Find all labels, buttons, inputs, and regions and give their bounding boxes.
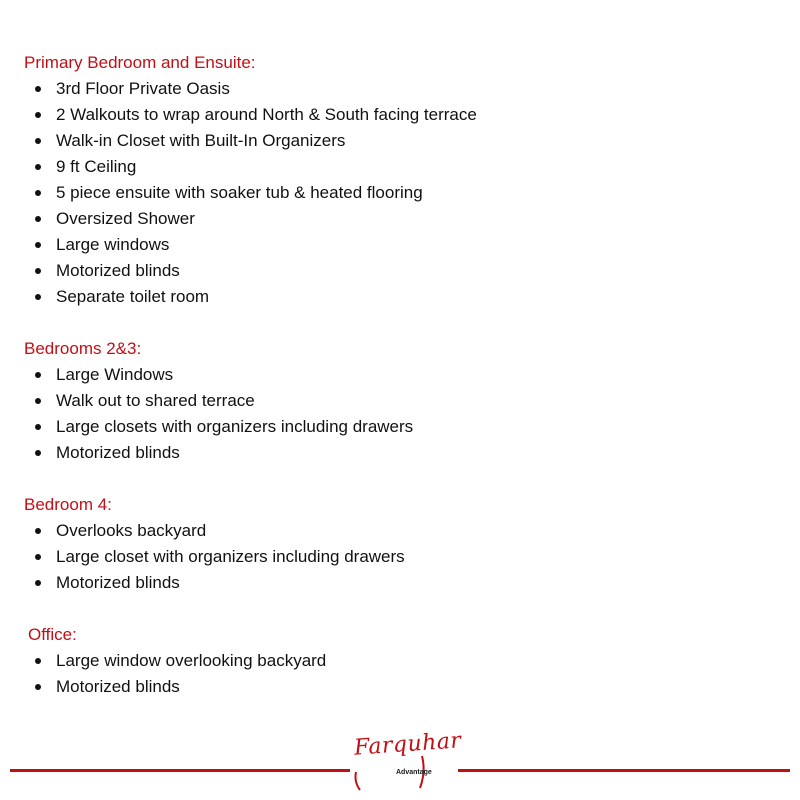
footer-divider-left	[10, 769, 350, 772]
bullet-icon	[35, 684, 41, 690]
section-heading: Bedroom 4:	[24, 495, 112, 514]
bullet-icon	[35, 528, 41, 534]
bullet-icon	[35, 580, 41, 586]
list-item	[24, 206, 784, 232]
brand-logo	[350, 720, 463, 800]
footer-divider-right	[458, 769, 790, 772]
logo-subtitle: Advantage	[396, 769, 432, 776]
bullet-icon	[35, 138, 41, 144]
list-item	[24, 232, 784, 258]
list-item	[24, 648, 784, 674]
list-item-text: Motorized blinds	[56, 573, 180, 592]
bullet-icon	[35, 268, 41, 274]
list-item-text: 3rd Floor Private Oasis	[56, 79, 230, 98]
list-item-text: Large closets with organizers including drawers	[56, 417, 414, 436]
section-heading: Primary Bedroom and Ensuite:	[24, 53, 256, 72]
list-item	[24, 518, 784, 544]
list-item	[24, 258, 784, 284]
bullet-icon	[35, 372, 41, 378]
bullet-icon	[35, 294, 41, 300]
bullet-icon	[35, 112, 41, 118]
section-bedrooms-2-3	[24, 336, 784, 466]
list-item-text: Large closet with organizers including drawers	[56, 547, 405, 566]
list-item	[24, 388, 784, 414]
list-item-text: Motorized blinds	[56, 677, 180, 696]
list-item	[24, 128, 784, 154]
list-item-text: Motorized blinds	[56, 261, 180, 280]
bullet-icon	[35, 190, 41, 196]
bullet-icon	[35, 86, 41, 92]
bullet-icon	[35, 164, 41, 170]
bullet-icon	[35, 450, 41, 456]
list-item-text: Walk out to shared terrace	[56, 391, 255, 410]
bullet-icon	[35, 398, 41, 404]
section-heading: Office:	[28, 625, 77, 644]
bullet-icon	[35, 242, 41, 248]
bullet-list	[24, 362, 784, 466]
bullet-icon	[35, 424, 41, 430]
list-item	[24, 414, 784, 440]
list-item-text: Large Windows	[56, 365, 174, 384]
bullet-list	[24, 76, 784, 310]
list-item	[24, 674, 784, 700]
list-item-text: Overlooks backyard	[56, 521, 207, 540]
bullet-icon	[35, 658, 41, 664]
list-item-text: Motorized blinds	[56, 443, 180, 462]
logo-script-text: Farquhar	[353, 728, 463, 761]
list-item	[24, 180, 784, 206]
list-item-text: Large windows	[56, 235, 170, 254]
list-item	[24, 440, 784, 466]
feature-list	[24, 50, 784, 726]
list-item	[24, 102, 784, 128]
list-item	[24, 154, 784, 180]
list-item	[24, 570, 784, 596]
bullet-icon	[35, 216, 41, 222]
list-item	[24, 362, 784, 388]
list-item-text: 9 ft Ceiling	[56, 157, 137, 176]
section-heading: Bedrooms 2&3:	[24, 339, 142, 358]
bullet-list	[24, 648, 784, 700]
section-primary-bedroom	[24, 50, 784, 310]
list-item-text: 2 Walkouts to wrap around North & South facing terrace	[56, 105, 477, 124]
footer	[0, 720, 800, 800]
bullet-list	[24, 518, 784, 596]
list-item	[24, 544, 784, 570]
list-item-text: Walk-in Closet with Built-In Organizers	[56, 131, 346, 150]
list-item	[24, 284, 784, 310]
list-item-text: Oversized Shower	[56, 209, 195, 228]
list-item-text: Large window overlooking backyard	[56, 651, 327, 670]
list-item-text: Separate toilet room	[56, 287, 210, 306]
bullet-icon	[35, 554, 41, 560]
section-office	[24, 622, 784, 700]
list-item	[24, 76, 784, 102]
list-item-text: 5 piece ensuite with soaker tub & heated flooring	[56, 183, 423, 202]
section-bedroom-4	[24, 492, 784, 596]
